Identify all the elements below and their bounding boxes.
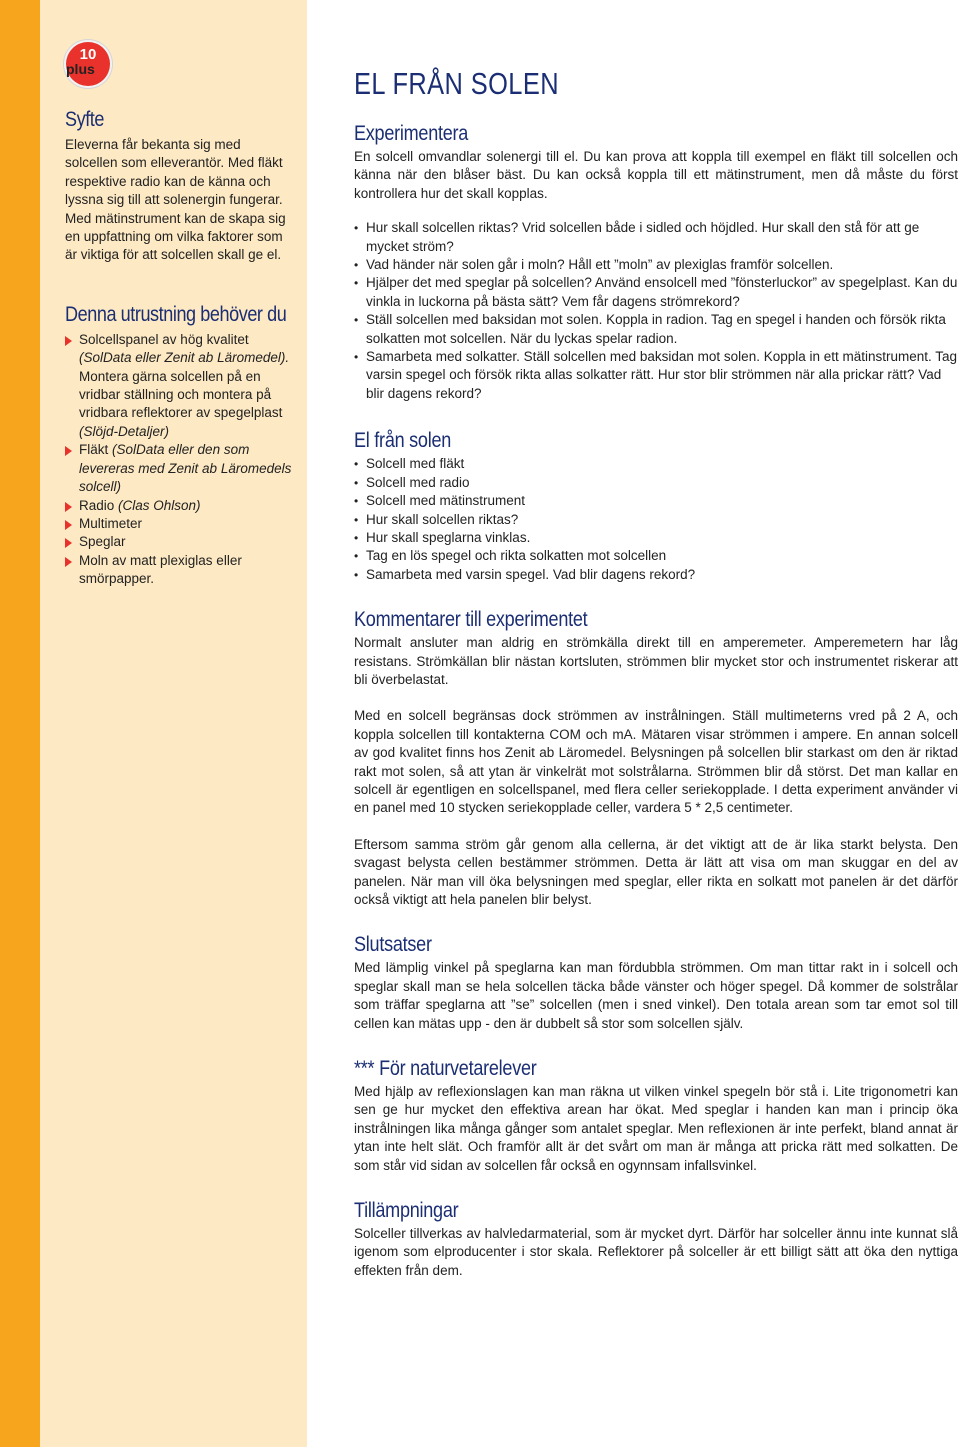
paragraph: Normalt ansluter man aldrig en strömkälla direkt till en amperemeter. Amperemetern har låg resistans. Strömkällan blir nästan kortsluten, strömmen blir mycket stor och instrumentet riskerar att bli överbelastat. [354,635,958,687]
orange-margin-strip [0,0,40,1447]
main-content [354,66,958,1280]
equipment-item-text: Speglar [79,534,126,550]
triangle-bullet-icon [65,520,72,530]
section-naturvetare [354,1057,958,1175]
equipment-list [65,331,293,589]
list-item: • Hur skall solcellen riktas? [354,511,958,529]
equipment-item-note2: (Slöjd-Detaljer) [79,423,170,439]
list-item: • Hur skall solcellen riktas? Vrid solcellen både i sidled och höjdled. Hur skall den stå för att ge mycket ström? [354,219,958,256]
el-fran-solen-bullets [354,455,958,584]
equipment-item-note: (Clas Ohlson) [118,497,201,513]
experiment-bullets [354,219,958,403]
list-item: • Hjälper det med speglar på solcellen? Använd ensolcell med ”fönsterluckor” av spegelplast. Kan du vinkla in luckorna på bästa sätt? Vem får dagens strömrekord? [354,274,958,311]
paragraph: Eftersom samma ström går genom alla cellerna, är det viktigt att de är lika starkt belysta. Den svagast belysta cellen bestämmer strömmen. Detta är lätt att visa om man skuggar en del av panelen. När man vill öka belysningen med speglar, eller rikta en solkatt mot panelen är det därför också viktigt att hela panelen blir belyst. [354,836,958,907]
triangle-bullet-icon [65,446,72,456]
logo-word: plus [66,61,95,77]
list-item: • Solcell med mätinstrument [354,492,958,510]
equipment-item-note: (SolData eller Zenit ab Läromedel). [79,350,290,366]
list-item: • Samarbeta med varsin spegel. Vad blir dagens rekord? [354,566,958,584]
equipment-item-text: Multimeter [79,515,143,531]
equipment-item [65,331,293,441]
section-heading: Kommentarer till experimentet [354,608,588,632]
list-item: • Vad händer när solen går i moln? Håll ett ”moln” av plexiglas framför solcellen. [354,256,958,274]
section-kommentarer [354,608,958,909]
section-heading: Tillämpningar [354,1199,459,1223]
syfte-text: Eleverna får bekanta sig med solcellen som elleverantör. Med fläkt respektive radio kan de känna och lyssna sig till att solenergin fungerar. Med mätinstrument kan de skapa sig en uppfattning om vilka faktorer som är viktiga för att solcellen skall ge el. [65,137,286,263]
equipment-item-text: Radio [79,497,119,513]
triangle-bullet-icon [65,336,72,346]
list-item: • Solcell med radio [354,474,958,492]
triangle-bullet-icon [65,502,72,512]
logo-number: 10 [79,46,97,63]
ten-plus-logo [66,42,110,86]
section-experimentera [354,122,958,403]
section-text: Solceller tillverkas av halvledarmaterial, som är mycket dyrt. Därför har solceller ännu inte kunnat slå igenom som elproducenter i stor skala. Reflektorer på solceller är ett billigt sätt att öka den nyttiga effekten från dem. [354,1226,958,1278]
section-tillampningar [354,1199,958,1280]
section-heading: Slutsatser [354,933,432,957]
section-heading: Experimentera [354,122,469,145]
list-item: • Tag en lös spegel och rikta solkatten mot solcellen [354,547,958,565]
list-item: • Ställ solcellen med baksidan mot solen. Koppla in radion. Tag en spegel i handen och försök rikta solkatten mot solcellen. När du lyckas spelar radion. [354,311,958,348]
syfte-heading: Syfte [65,108,105,131]
paragraph: Med en solcell begränsas dock strömmen av instrålningen. Ställ multimeterns vred på 2 A, och koppla solcellen till kontakterna COM och mA. Mätaren visar strömmen i ampere. En annan solcell av god kvalitet finns hos Zenit ab Läromedel. Belysningen på solcellen blir starkast om den är riktad rakt mot solen, så att ytan är vinkelrät mot solstrålarna. Strömmen blir då störst. Det man kallar en solcell är egentligen en solcellspanel, med flera celler seriekopplade. I detta experiment använder vi en panel med 10 stycken seriekopplade celler, vardera 5 * 2,5 centimeter. [354,708,958,816]
section-el-fran-solen [354,429,958,584]
section-slutsatser [354,933,958,1033]
triangle-bullet-icon [65,538,72,548]
equipment-item-note: (SolData eller den som levereras med Zenit ab Läromedels solcell) [79,442,292,495]
sidebar-content [65,108,293,589]
section-text: Med hjälp av reflexionslagen kan man räkna ut vilken vinkel spegeln bör stå i. Lite trigonometri kan sen ge hur mycket den effektiva arean har ökat. Med speglar i handen kan man i princip öka instrålningen lika många gånger som antalet speglar. Men reflexionen är inte perfekt, bland annat är ytan inte helt slät. Och framför allt är det svårt om man är många att pricka rätt med solkatten. De som står vid sidan av solcellen får också en ogynnsam infallsvinkel. [354,1084,958,1173]
section-text: En solcell omvandlar solenergi till el. Du kan prova att koppla till exempel en fläkt till solcellen och känna när den blåser bäst. Du kan också koppla till ett mätinstrument, men då måste du först kontrollera hur det skall kopplas. [354,149,958,201]
equipment-item-rest: Montera gärna solcellen på en vridbar ställning och montera på vridbara reflektorer av spegelplast [79,368,283,421]
section-heading: *** För naturvetarelever [354,1057,537,1081]
equipment-item-text: Solcellspanel av hög kvalitet [79,331,249,347]
list-item: • Samarbeta med solkatter. Ställ solcellen med baksidan mot solen. Koppla in ett mätinstrument. Tag varsin spegel och försök rikta allas solkatter rätt. Hur stor blir strömmen när alla prickar rätt? Vad blir dagens rekord? [354,348,958,403]
equipment-heading: Denna utrustning behöver du [65,302,287,326]
list-item: • Hur skall speglarna vinklas. [354,529,958,547]
triangle-bullet-icon [65,557,72,567]
equipment-item [65,441,293,496]
equipment-item [65,515,293,533]
page-title: EL FRÅN SOLEN [354,66,559,101]
list-item: • Solcell med fläkt [354,455,958,473]
equipment-item-text: Moln av matt plexiglas eller smörpapper. [79,552,242,587]
equipment-item [65,552,293,589]
equipment-item-text: Fläkt [79,442,113,458]
equipment-item [65,497,293,515]
equipment-item [65,533,293,551]
section-heading: El från solen [354,429,452,453]
section-text: Med lämplig vinkel på speglarna kan man fördubbla strömmen. Om man tittar rakt in i solcell och speglar skall man se hela solcellen täcka både vänster och höger spegel. Då kommer de solstrålar som träffar speglarna att ”se” solcellen (men i sned vinkel). Den totala arean som tar emot sol till cellen kan mätas upp - den är dubbelt så stor som solcellen själv. [354,960,958,1031]
